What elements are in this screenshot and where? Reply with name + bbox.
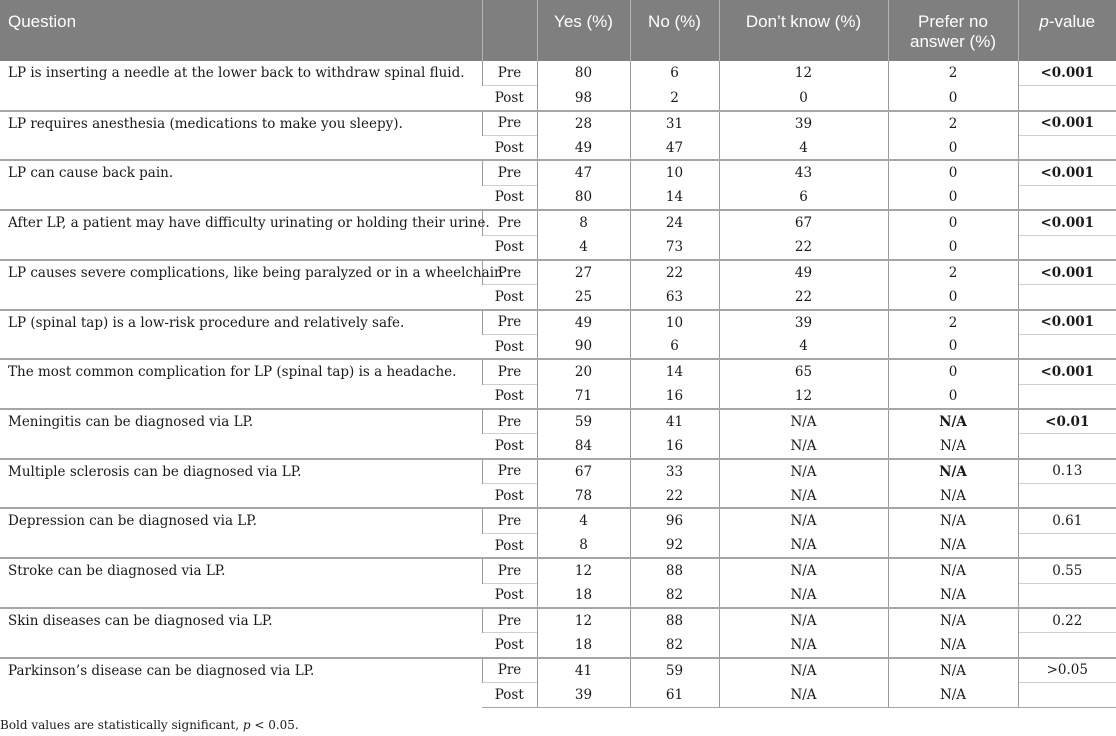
- header-question: Question: [0, 0, 482, 61]
- dont-know-cell: N/A: [719, 409, 888, 434]
- p-value-cell: <0.01: [1018, 409, 1116, 434]
- dont-know-cell: N/A: [719, 658, 888, 683]
- prefer-no-answer-cell: N/A: [888, 434, 1018, 459]
- yes-cell: 27: [537, 260, 630, 285]
- prefer-no-answer-cell: 2: [888, 260, 1018, 285]
- prefer-no-answer-cell: N/A: [888, 409, 1018, 434]
- p-value-cell: <0.001: [1018, 359, 1116, 384]
- p-value-cell-empty: [1018, 334, 1116, 359]
- no-cell: 16: [630, 384, 719, 409]
- p-value-cell: <0.001: [1018, 160, 1116, 185]
- no-cell: 14: [630, 359, 719, 384]
- question-cell: LP (spinal tap) is a low-risk procedure and relatively safe.: [0, 310, 482, 360]
- no-cell: 92: [630, 533, 719, 558]
- prefer-no-answer-cell: N/A: [888, 608, 1018, 633]
- p-value-cell-empty: [1018, 285, 1116, 310]
- time-cell: Pre: [482, 61, 537, 86]
- time-cell: Pre: [482, 459, 537, 484]
- yes-cell: 20: [537, 359, 630, 384]
- p-value-cell: <0.001: [1018, 260, 1116, 285]
- table-row-pre: [0, 310, 1116, 335]
- prefer-no-answer-cell: 0: [888, 185, 1018, 210]
- prefer-no-answer-cell: 0: [888, 86, 1018, 111]
- dont-know-cell: 12: [719, 384, 888, 409]
- time-cell: Post: [482, 185, 537, 210]
- header-p-value: [1018, 0, 1116, 61]
- time-cell: Pre: [482, 160, 537, 185]
- dont-know-cell: N/A: [719, 558, 888, 583]
- header-no: No (%): [630, 0, 719, 61]
- time-cell: Post: [482, 533, 537, 558]
- yes-cell: 78: [537, 484, 630, 509]
- time-cell: Pre: [482, 508, 537, 533]
- header-time: [482, 0, 537, 61]
- table-header: [0, 0, 1116, 61]
- p-value-cell: >0.05: [1018, 658, 1116, 683]
- no-cell: 47: [630, 136, 719, 161]
- yes-cell: 12: [537, 608, 630, 633]
- prefer-no-answer-cell: N/A: [888, 633, 1018, 658]
- yes-cell: 67: [537, 459, 630, 484]
- dont-know-cell: 4: [719, 334, 888, 359]
- p-value-cell: 0.22: [1018, 608, 1116, 633]
- time-cell: Post: [482, 285, 537, 310]
- table-row-pre: [0, 359, 1116, 384]
- yes-cell: 4: [537, 508, 630, 533]
- time-cell: Post: [482, 235, 537, 260]
- dont-know-cell: N/A: [719, 484, 888, 509]
- table-row-pre: [0, 558, 1116, 583]
- no-cell: 6: [630, 61, 719, 86]
- question-cell: LP can cause back pain.: [0, 160, 482, 210]
- question-cell: Parkinson’s disease can be diagnosed via LP.: [0, 658, 482, 708]
- p-value-cell-empty: [1018, 185, 1116, 210]
- dont-know-cell: 12: [719, 61, 888, 86]
- table-row-pre: [0, 409, 1116, 434]
- yes-cell: 49: [537, 310, 630, 335]
- dont-know-cell: 6: [719, 185, 888, 210]
- prefer-no-answer-cell: N/A: [888, 583, 1018, 608]
- prefer-no-answer-cell: 0: [888, 160, 1018, 185]
- no-cell: 24: [630, 210, 719, 235]
- p-value-cell-empty: [1018, 136, 1116, 161]
- no-cell: 31: [630, 111, 719, 136]
- no-cell: 88: [630, 558, 719, 583]
- question-cell: Skin diseases can be diagnosed via LP.: [0, 608, 482, 658]
- prefer-no-answer-cell: 2: [888, 61, 1018, 86]
- yes-cell: 18: [537, 583, 630, 608]
- dont-know-cell: 22: [719, 235, 888, 260]
- dont-know-cell: N/A: [719, 434, 888, 459]
- time-cell: Pre: [482, 409, 537, 434]
- p-value-cell: 0.55: [1018, 558, 1116, 583]
- table-row-pre: [0, 508, 1116, 533]
- time-cell: Post: [482, 86, 537, 111]
- time-cell: Post: [482, 484, 537, 509]
- no-cell: 59: [630, 658, 719, 683]
- no-cell: 2: [630, 86, 719, 111]
- table-row-pre: [0, 459, 1116, 484]
- dont-know-cell: 39: [719, 310, 888, 335]
- question-cell: The most common complication for LP (spinal tap) is a headache.: [0, 359, 482, 409]
- header-p-italic: p: [1039, 12, 1049, 31]
- time-cell: Pre: [482, 558, 537, 583]
- time-cell: Pre: [482, 260, 537, 285]
- dont-know-cell: N/A: [719, 608, 888, 633]
- header-p-rest: -value: [1048, 12, 1096, 31]
- question-cell: Depression can be diagnosed via LP.: [0, 508, 482, 558]
- yes-cell: 49: [537, 136, 630, 161]
- footnote-italic-p: p: [242, 718, 251, 732]
- dont-know-cell: N/A: [719, 459, 888, 484]
- p-value-cell-empty: [1018, 533, 1116, 558]
- no-cell: 14: [630, 185, 719, 210]
- p-value-cell: <0.001: [1018, 310, 1116, 335]
- p-value-cell-empty: [1018, 384, 1116, 409]
- no-cell: 10: [630, 310, 719, 335]
- time-cell: Pre: [482, 111, 537, 136]
- dont-know-cell: N/A: [719, 682, 888, 707]
- no-cell: 41: [630, 409, 719, 434]
- yes-cell: 25: [537, 285, 630, 310]
- p-value-cell-empty: [1018, 682, 1116, 707]
- no-cell: 10: [630, 160, 719, 185]
- p-value-cell-empty: [1018, 86, 1116, 111]
- table-row-pre: [0, 160, 1116, 185]
- time-cell: Pre: [482, 608, 537, 633]
- no-cell: 73: [630, 235, 719, 260]
- yes-cell: 47: [537, 160, 630, 185]
- yes-cell: 80: [537, 61, 630, 86]
- table-row-pre: [0, 658, 1116, 683]
- header-prefer-line1: Prefer no: [918, 12, 988, 31]
- header-prefer-line2: answer (%): [910, 32, 996, 51]
- no-cell: 82: [630, 583, 719, 608]
- header-row: [0, 0, 1116, 61]
- prefer-no-answer-cell: 0: [888, 136, 1018, 161]
- p-value-cell: 0.61: [1018, 508, 1116, 533]
- prefer-no-answer-cell: 0: [888, 334, 1018, 359]
- yes-cell: 39: [537, 682, 630, 707]
- question-cell: LP is inserting a needle at the lower back to withdraw spinal fluid.: [8, 65, 465, 81]
- no-cell: 22: [630, 260, 719, 285]
- table-row-pre: [0, 111, 1116, 136]
- dont-know-cell: 22: [719, 285, 888, 310]
- header-yes: Yes (%): [537, 0, 630, 61]
- prefer-no-answer-cell: 0: [888, 285, 1018, 310]
- prefer-no-answer-cell: N/A: [888, 533, 1018, 558]
- p-value-cell: <0.001: [1018, 210, 1116, 235]
- time-cell: Pre: [482, 359, 537, 384]
- p-value-cell-empty: [1018, 633, 1116, 658]
- footnote-suffix: < 0.05.: [250, 718, 299, 732]
- time-cell: Pre: [482, 658, 537, 683]
- header-dont-know: Don’t know (%): [719, 0, 888, 61]
- dont-know-cell: 67: [719, 210, 888, 235]
- prefer-no-answer-cell: N/A: [888, 484, 1018, 509]
- time-cell: Post: [482, 434, 537, 459]
- dont-know-cell: N/A: [719, 508, 888, 533]
- time-cell: Pre: [482, 210, 537, 235]
- p-value-cell-empty: [1018, 583, 1116, 608]
- question-cell: Multiple sclerosis can be diagnosed via LP.: [0, 459, 482, 509]
- yes-cell: 8: [537, 533, 630, 558]
- yes-cell: 90: [537, 334, 630, 359]
- no-cell: 82: [630, 633, 719, 658]
- question-cell: After LP, a patient may have difficulty urinating or holding their urine.: [0, 210, 482, 260]
- p-value-cell-empty: [1018, 484, 1116, 509]
- table-row-pre: [0, 260, 1116, 285]
- prefer-no-answer-cell: 0: [888, 210, 1018, 235]
- yes-cell: 41: [537, 658, 630, 683]
- dont-know-cell: 4: [719, 136, 888, 161]
- question-cell: Meningitis can be diagnosed via LP.: [0, 409, 482, 459]
- table-row-pre: [0, 608, 1116, 633]
- time-cell: Post: [482, 583, 537, 608]
- table-footnote: [0, 718, 299, 732]
- yes-cell: 8: [537, 210, 630, 235]
- dont-know-cell: 43: [719, 160, 888, 185]
- table-row-pre: [0, 210, 1116, 235]
- yes-cell: 12: [537, 558, 630, 583]
- no-cell: 96: [630, 508, 719, 533]
- no-cell: 88: [630, 608, 719, 633]
- time-cell: Post: [482, 633, 537, 658]
- no-cell: 16: [630, 434, 719, 459]
- time-cell: Post: [482, 682, 537, 707]
- p-value-cell: 0.13: [1018, 459, 1116, 484]
- time-cell: Post: [482, 384, 537, 409]
- dont-know-cell: 49: [719, 260, 888, 285]
- table-row-pre: [0, 61, 1116, 86]
- no-cell: 6: [630, 334, 719, 359]
- dont-know-cell: N/A: [719, 533, 888, 558]
- p-value-cell: <0.001: [1018, 61, 1116, 86]
- yes-cell: 98: [537, 86, 630, 111]
- p-value-cell: <0.001: [1018, 111, 1116, 136]
- question-cell: Stroke can be diagnosed via LP.: [0, 558, 482, 608]
- prefer-no-answer-cell: 0: [888, 384, 1018, 409]
- yes-cell: 18: [537, 633, 630, 658]
- no-cell: 63: [630, 285, 719, 310]
- yes-cell: 4: [537, 235, 630, 260]
- prefer-no-answer-cell: N/A: [888, 558, 1018, 583]
- prefer-no-answer-cell: 0: [888, 359, 1018, 384]
- question-cell: LP requires anesthesia (medications to make you sleepy).: [0, 111, 482, 161]
- prefer-no-answer-cell: N/A: [888, 508, 1018, 533]
- dont-know-cell: N/A: [719, 583, 888, 608]
- time-cell: Post: [482, 136, 537, 161]
- yes-cell: 71: [537, 384, 630, 409]
- footnote-prefix: Bold values are statistically significant,: [0, 718, 243, 732]
- table-body: [0, 61, 1116, 707]
- question-cell: LP causes severe complications, like being paralyzed or in a wheelchair.: [0, 260, 482, 310]
- dont-know-cell: 0: [719, 86, 888, 111]
- prefer-no-answer-cell: N/A: [888, 459, 1018, 484]
- dont-know-cell: N/A: [719, 633, 888, 658]
- prefer-no-answer-cell: 2: [888, 111, 1018, 136]
- prefer-no-answer-cell: 2: [888, 310, 1018, 335]
- no-cell: 33: [630, 459, 719, 484]
- dont-know-cell: 39: [719, 111, 888, 136]
- header-prefer-no-answer: [888, 0, 1018, 61]
- prefer-no-answer-cell: N/A: [888, 682, 1018, 707]
- p-value-cell-empty: [1018, 235, 1116, 260]
- p-value-cell-empty: [1018, 434, 1116, 459]
- prefer-no-answer-cell: N/A: [888, 658, 1018, 683]
- prefer-no-answer-cell: 0: [888, 235, 1018, 260]
- time-cell: Pre: [482, 310, 537, 335]
- no-cell: 61: [630, 682, 719, 707]
- yes-cell: 28: [537, 111, 630, 136]
- no-cell: 22: [630, 484, 719, 509]
- yes-cell: 59: [537, 409, 630, 434]
- yes-cell: 84: [537, 434, 630, 459]
- time-cell: Post: [482, 334, 537, 359]
- dont-know-cell: 65: [719, 359, 888, 384]
- yes-cell: 80: [537, 185, 630, 210]
